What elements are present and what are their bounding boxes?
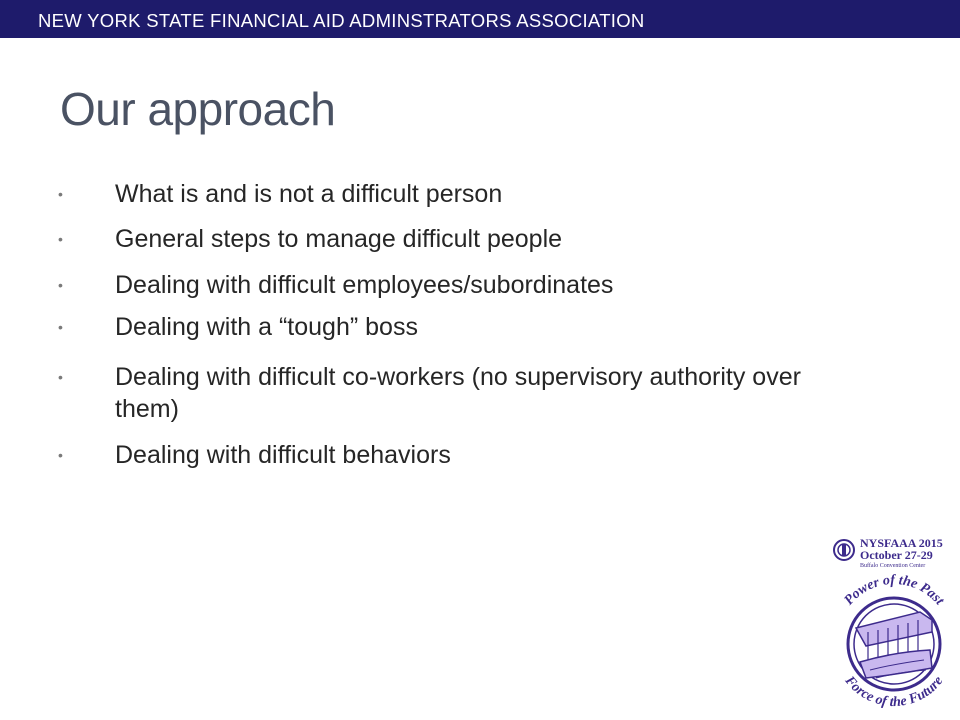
logo-line1: NYSFAAA 2015 xyxy=(860,536,943,550)
logo-line3: Buffalo Convention Center xyxy=(860,563,926,569)
bullet-text: Dealing with difficult behaviors xyxy=(115,441,451,469)
logo-graphic xyxy=(820,528,960,720)
bullet-icon: • xyxy=(58,369,63,385)
logo-line2: October 27-29 xyxy=(860,548,933,562)
waterfall-seal xyxy=(848,598,940,690)
bullet-item xyxy=(58,269,818,301)
bullet-item xyxy=(58,361,818,425)
nysfaaa-logo xyxy=(820,528,960,720)
bullet-item xyxy=(58,439,818,471)
bullet-text: Dealing with a “tough” boss xyxy=(115,313,418,341)
bullet-icon: • xyxy=(58,277,63,293)
header-bar xyxy=(0,0,960,38)
slide-title: Our approach xyxy=(60,83,336,135)
bullet-text: What is and is not a difficult person xyxy=(115,180,503,208)
bullet-item xyxy=(58,178,818,210)
bullet-item xyxy=(58,311,818,343)
bullet-icon: • xyxy=(58,447,63,463)
bullet-icon: • xyxy=(58,231,63,247)
logo-arc-top: Power of the Past xyxy=(841,572,947,609)
bullet-list xyxy=(58,178,818,471)
header-title: NEW YORK STATE FINANCIAL AID ADMINSTRATORS ASSOCIATION xyxy=(38,10,645,31)
bullet-item xyxy=(58,223,818,255)
bullet-text: General steps to manage difficult people xyxy=(115,225,563,253)
emblem-icon xyxy=(834,540,854,560)
bullet-text: Dealing with difficult employees/subordinates xyxy=(115,271,614,299)
logo-arc-bottom: Force of the Future xyxy=(841,673,947,711)
bullet-text: Dealing with difficult co-workers (no supervisory authority over them) xyxy=(115,363,801,423)
bullet-icon: • xyxy=(58,319,63,335)
bullet-icon: • xyxy=(58,186,63,202)
